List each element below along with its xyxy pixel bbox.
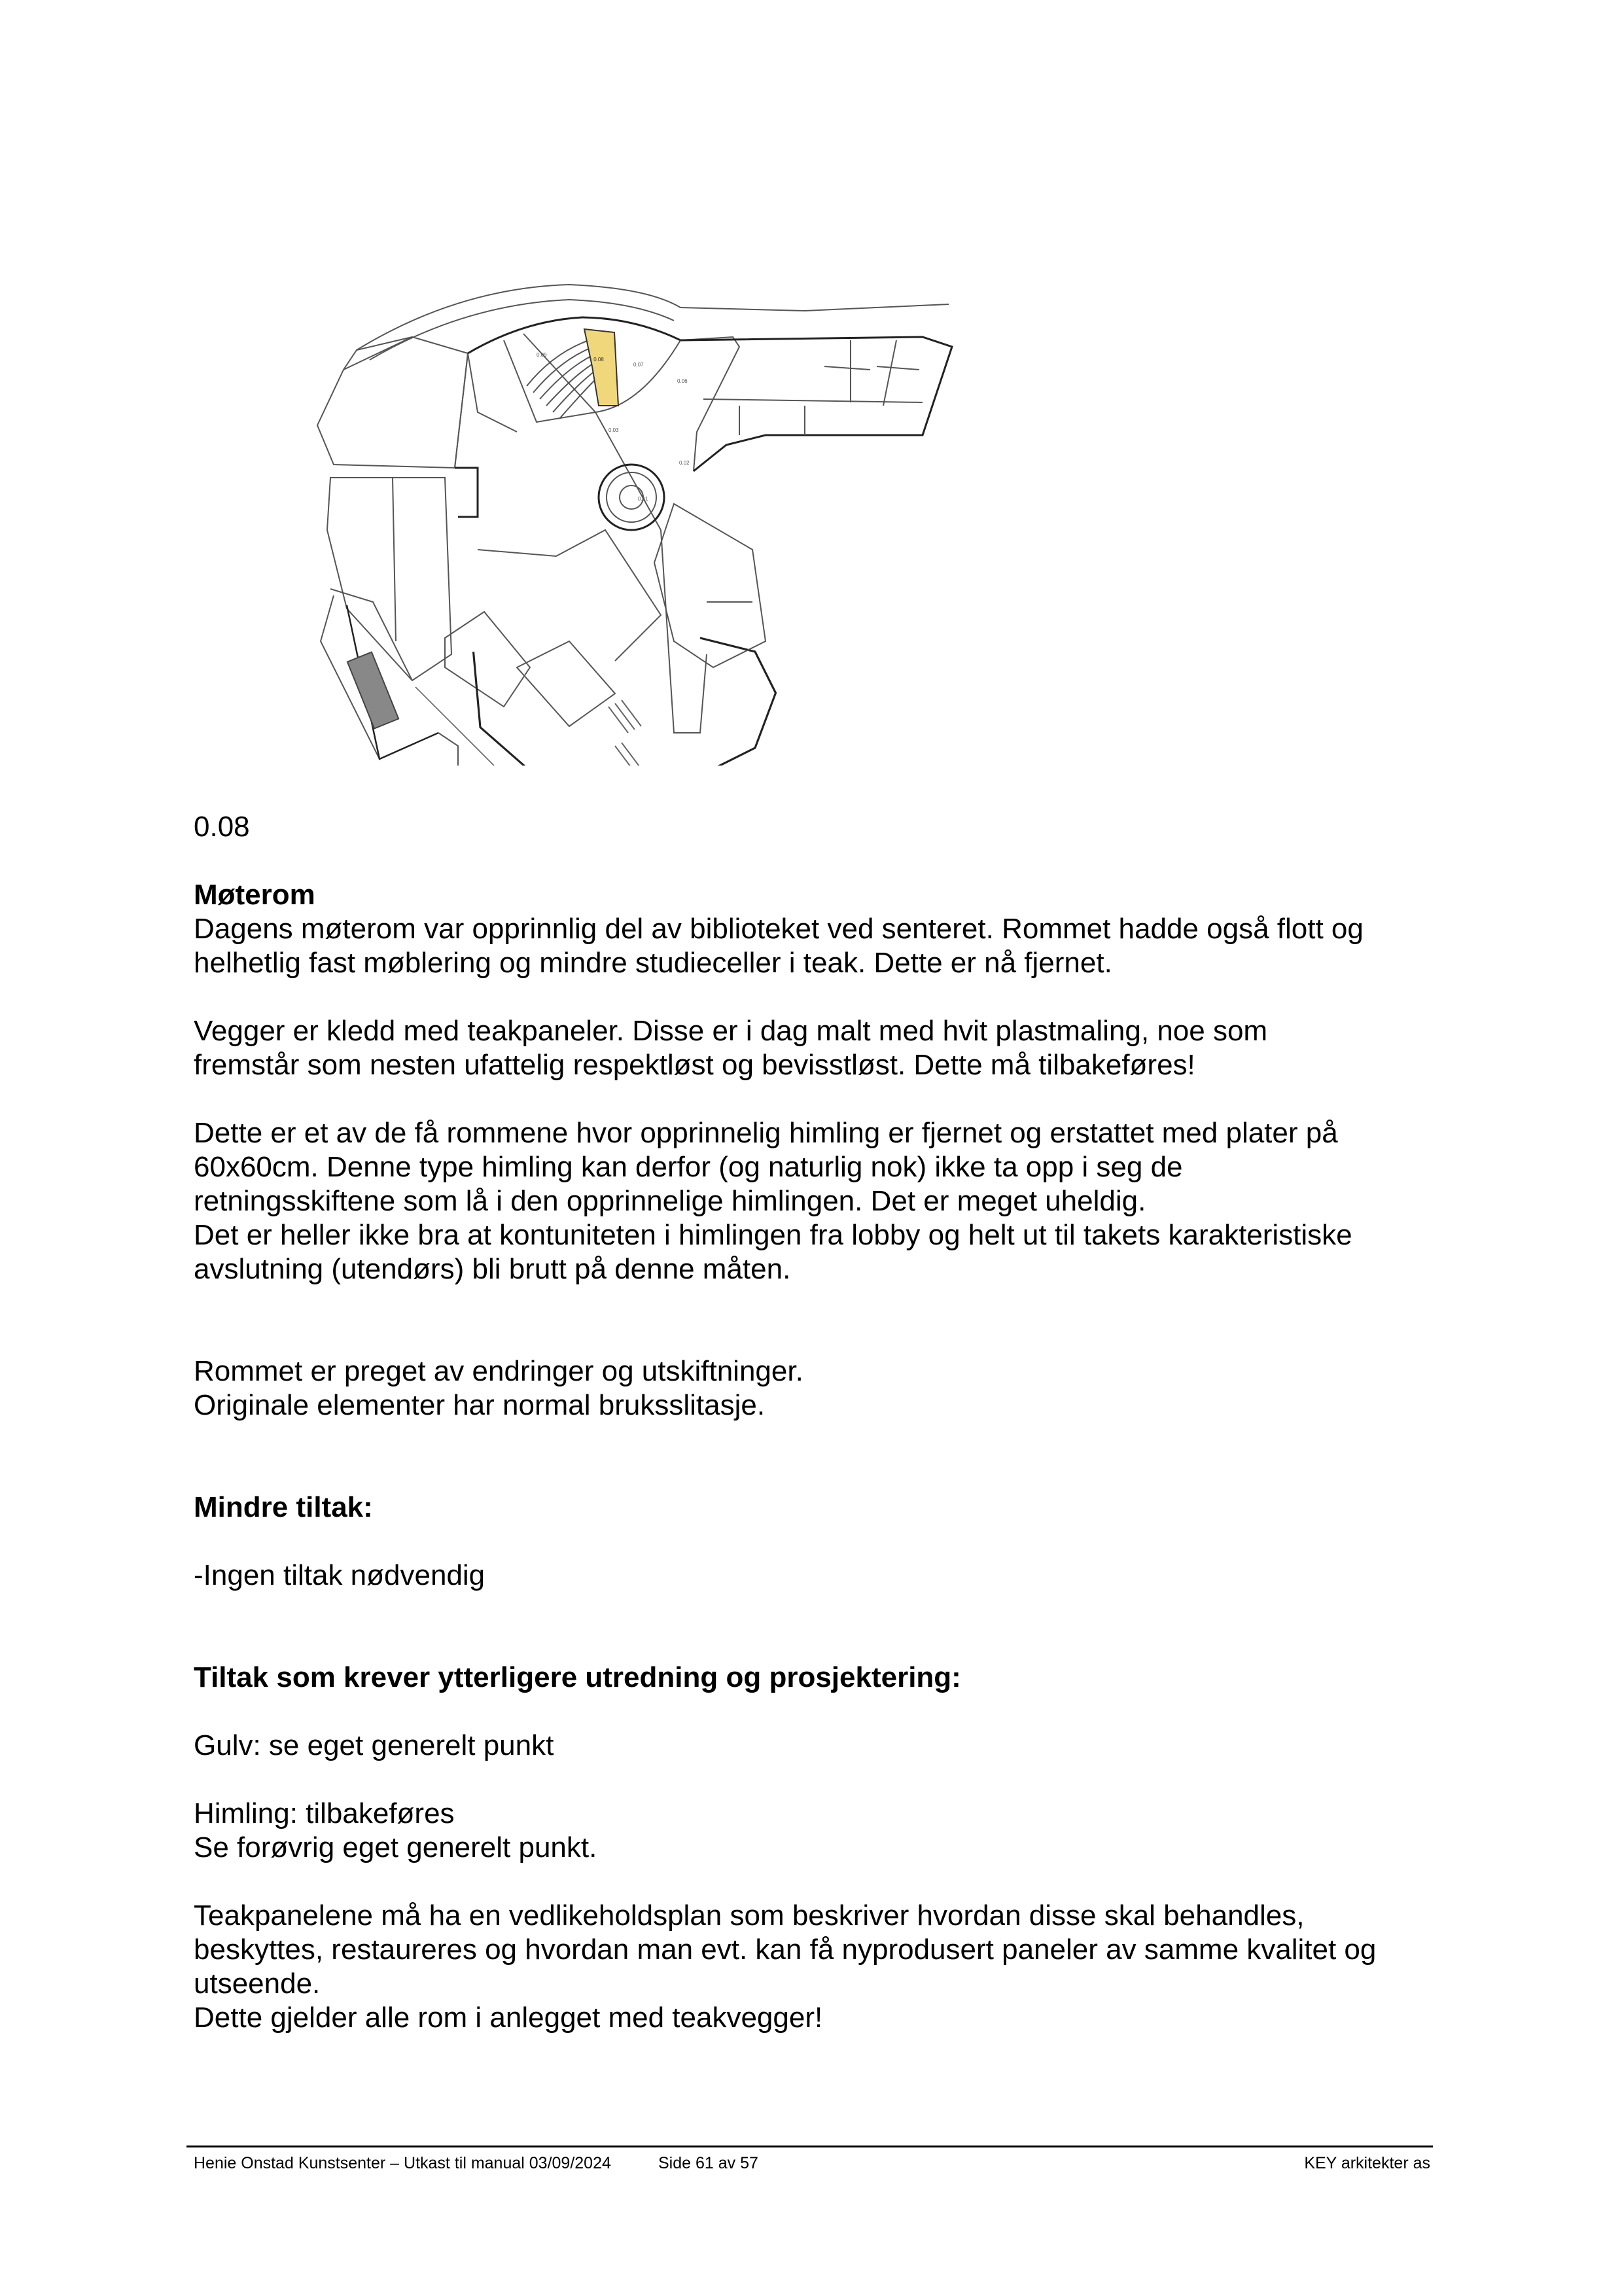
paragraph-line: Rommet er preget av endringer og utskiftninger. <box>194 1355 803 1387</box>
paragraph-line: helhetlig fast møblering og mindre studieceller i teak. Dette er nå fjernet. <box>194 947 1112 979</box>
svg-text:0.06: 0.06 <box>677 378 688 384</box>
footer-divider <box>186 2146 1433 2147</box>
svg-text:0.09: 0.09 <box>537 352 547 358</box>
footer-company: KEY arkitekter as <box>1304 2154 1430 2172</box>
paragraph-line: fremstår som nesten ufattelig respektløst og bevisstløst. Dette må tilbakeføres! <box>194 1049 1195 1081</box>
paragraph-line: avslutning (utendørs) bli brutt på denne måten. <box>194 1253 791 1285</box>
paragraph-line: Det er heller ikke bra at kontuniteten i himlingen fra lobby og helt ut til takets karakteristiske <box>194 1219 1352 1251</box>
paragraph-line: Vegger er kledd med teakpaneler. Disse er i dag malt med hvit plastmaling, noe som <box>194 1015 1268 1047</box>
floor-plan-figure <box>308 275 1021 766</box>
teak-measure-line: utseende. <box>194 1968 321 2000</box>
room-title: Møterom <box>194 879 315 911</box>
svg-text:0.08: 0.08 <box>593 357 604 362</box>
paragraph-line: Dagens møterom var opprinnlig del av biblioteket ved senteret. Rommet hadde også flott og <box>194 913 1364 945</box>
ceiling-measure-note: Se forøvrig eget generelt punkt. <box>194 1831 597 1863</box>
paragraph-line: 60x60cm. Denne type himling kan derfor (og naturlig nok) ikke ta opp i seg de <box>194 1151 1183 1183</box>
teak-measure-line: Teakpanelene må ha en vedlikeholdsplan som beskriver hvordan disse skal behandles, <box>194 1899 1305 1932</box>
footer-page-number: Side 61 av 57 <box>658 2154 758 2172</box>
svg-text:0.07: 0.07 <box>633 362 644 368</box>
svg-text:0.03: 0.03 <box>608 427 619 433</box>
paragraph-line: Dette er et av de få rommene hvor opprinnelig himling er fjernet og erstattet med plater på <box>194 1117 1338 1149</box>
room-number: 0.08 <box>194 811 250 843</box>
svg-text:0.01: 0.01 <box>638 496 648 502</box>
svg-text:0.02: 0.02 <box>679 460 690 466</box>
room-description <box>194 810 1437 2035</box>
teak-measure-line: beskyttes, restaureres og hvordan man evt. kan få nyprodusert paneler av samme kvalitet og <box>194 1934 1377 1966</box>
minor-measures-item: -Ingen tiltak nødvendig <box>194 1559 485 1591</box>
further-measures-heading: Tiltak som krever ytterligere utredning og prosjektering: <box>194 1661 961 1693</box>
floor-measure: Gulv: se eget generelt punkt <box>194 1729 554 1761</box>
minor-measures-heading: Mindre tiltak: <box>194 1491 373 1523</box>
floor-plan-drawing <box>308 275 1021 766</box>
paragraph-line: retningsskiftene som lå i den opprinnelige himlingen. Det er meget uheldig. <box>194 1185 1146 1217</box>
teak-measure-line: Dette gjelder alle rom i anlegget med teakvegger! <box>194 2002 823 2034</box>
highlighted-room-0-08 <box>584 329 618 406</box>
footer-document-title: Henie Onstad Kunstsenter – Utkast til manual 03/09/2024 <box>194 2154 611 2172</box>
ceiling-measure: Himling: tilbakeføres <box>194 1797 455 1829</box>
paragraph-line: Originale elementer har normal bruksslitasje. <box>194 1389 766 1421</box>
